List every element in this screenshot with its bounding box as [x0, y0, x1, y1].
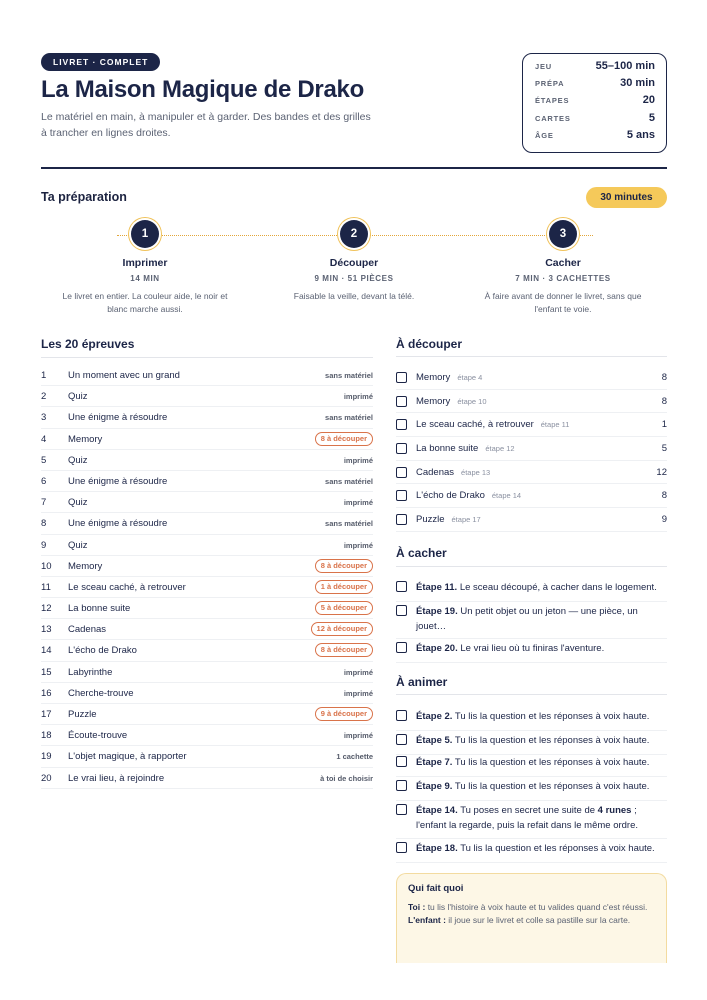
cut-item-step: étape 14 — [491, 491, 522, 501]
task-item — [396, 733, 667, 755]
who-enfant-text: il joue sur le livret et colle sa pastille sur la carte. — [448, 915, 631, 925]
cut-item — [396, 366, 667, 390]
checkbox[interactable] — [396, 756, 407, 767]
stat-value: 5 ans — [626, 128, 655, 141]
material-tag: imprimé — [343, 540, 373, 550]
stat-value: 5 — [648, 111, 655, 124]
epreuve-name: Cadenas — [68, 624, 107, 636]
task-step: Étape 14. — [416, 805, 458, 816]
cut-item-count: 5 — [661, 443, 667, 455]
task-text — [416, 604, 667, 634]
task-item — [396, 803, 667, 839]
checkbox[interactable] — [396, 372, 407, 383]
section-divider — [396, 356, 667, 357]
stat-value: 20 — [642, 94, 655, 107]
cut-item-step: étape 10 — [457, 396, 487, 406]
decouper-list — [396, 366, 667, 532]
epreuve-number: 7 — [41, 497, 47, 509]
step-meta: 9 MIN · 51 PIÈCES — [314, 274, 394, 283]
task-step: Étape 18. — [416, 843, 458, 854]
task-text — [416, 641, 667, 656]
cut-item — [396, 390, 667, 414]
material-tag: 1 cachette — [336, 752, 373, 762]
epreuve-name: Une énigme à résoudre — [68, 518, 168, 530]
epreuve-number: 1 — [41, 370, 47, 381]
task-step: Étape 9. — [416, 781, 453, 792]
checkbox[interactable] — [396, 467, 407, 478]
step-number: 2 — [340, 220, 368, 248]
stat-label: ÉTAPES — [535, 96, 570, 106]
epreuve-name: Une énigme à résoudre — [68, 475, 168, 487]
epreuve-name: Le vrai lieu, à rejoindre — [68, 772, 165, 784]
epreuve-name: Quiz — [68, 454, 88, 466]
material-tag: imprimé — [343, 731, 373, 741]
table-row — [41, 365, 373, 386]
cut-badge: 12 à découper — [311, 622, 373, 636]
epreuve-name: L'écho de Drako — [68, 645, 137, 657]
material-tag: à toi de choisir — [320, 773, 373, 783]
task-item — [396, 641, 667, 663]
cut-item-count: 8 — [661, 490, 667, 502]
task-text — [416, 779, 667, 794]
epreuve-name: La bonne suite — [68, 603, 131, 615]
cut-item-label — [416, 372, 482, 383]
epreuve-number: 14 — [41, 645, 52, 657]
epreuve-number: 9 — [41, 539, 47, 551]
checkbox[interactable] — [396, 443, 407, 454]
material-tag: imprimé — [343, 498, 373, 508]
header-divider — [41, 167, 667, 169]
task-text — [416, 803, 667, 833]
stat-row-etapes — [535, 94, 655, 111]
table-row — [41, 577, 373, 598]
task-step: Étape 11. — [416, 582, 458, 593]
cut-item-label — [416, 396, 487, 407]
task-step: Étape 5. — [416, 735, 453, 746]
step-meta: 7 MIN · 3 CACHETTES — [515, 274, 611, 283]
page-subtitle: Le matériel en main, à manipuler et à garder. Des bandes et des grilles à trancher en lignes droites. — [41, 111, 371, 139]
cut-item-step: étape 4 — [457, 373, 483, 382]
material-tag: sans matériel — [325, 519, 373, 529]
animer-title: À animer — [396, 675, 448, 689]
epreuve-number: 20 — [41, 772, 52, 784]
epreuve-name: Quiz — [68, 391, 88, 403]
cut-item-label — [416, 467, 490, 478]
checkbox[interactable] — [396, 804, 407, 815]
task-item — [396, 580, 667, 602]
prep-duration-badge: 30 minutes — [586, 187, 667, 208]
epreuve-number: 19 — [41, 751, 52, 763]
page — [41, 0, 667, 1000]
table-row — [41, 619, 373, 640]
cut-item — [396, 484, 667, 508]
who-toi — [408, 901, 655, 914]
table-row — [41, 640, 373, 661]
step-name: Imprimer — [122, 257, 168, 269]
table-row — [41, 450, 373, 471]
who-toi-text: tu lis l'histoire à voix haute et tu valides quand c'est réussi. — [427, 902, 648, 912]
epreuve-name: Cherche-trouve — [68, 687, 134, 699]
epreuve-number: 8 — [41, 518, 47, 530]
table-row — [41, 386, 373, 407]
cut-item-name: Memory — [416, 395, 451, 407]
checkbox[interactable] — [396, 642, 407, 653]
step-number: 1 — [131, 220, 159, 248]
task-desc: Tu lis la question et les réponses à voix haute. — [454, 711, 650, 722]
epreuve-name: Quiz — [68, 539, 88, 551]
cut-item-name: Memory — [416, 372, 451, 383]
stat-label: PRÉPA — [535, 79, 565, 89]
task-desc: Tu lis la question et les réponses à voix haute. — [454, 757, 650, 768]
checkbox[interactable] — [396, 581, 407, 592]
cut-item-label — [416, 443, 515, 454]
table-row — [41, 407, 373, 428]
task-desc: Tu poses en secret une suite de — [460, 805, 596, 816]
task-desc: Tu lis la question et les réponses à voix haute. — [454, 735, 650, 746]
cut-badge: 5 à découper — [315, 601, 373, 615]
cut-item — [396, 508, 667, 532]
task-item — [396, 841, 667, 863]
epreuve-name: Memory — [68, 433, 103, 445]
epreuve-number: 6 — [41, 475, 47, 487]
table-row — [41, 471, 373, 492]
material-tag: imprimé — [343, 667, 373, 677]
material-tag: imprimé — [343, 455, 373, 465]
epreuve-name: Le sceau caché, à retrouver — [68, 581, 186, 593]
prep-step-imprimer — [45, 220, 245, 315]
checkbox[interactable] — [396, 734, 407, 745]
epreuve-number: 16 — [41, 687, 52, 699]
epreuve-number: 10 — [41, 560, 52, 572]
cut-item — [396, 437, 667, 461]
checkbox[interactable] — [396, 710, 407, 721]
epreuve-number: 18 — [41, 730, 52, 742]
epreuve-number: 5 — [41, 454, 47, 466]
epreuve-number: 3 — [41, 412, 47, 424]
epreuve-name: L'objet magique, à rapporter — [68, 751, 187, 763]
cut-item-count: 9 — [661, 514, 667, 526]
epreuve-number: 11 — [41, 581, 51, 593]
task-item — [396, 604, 667, 639]
epreuve-number: 13 — [41, 624, 52, 636]
cut-badge: 8 à découper — [315, 643, 373, 657]
task-text — [416, 709, 667, 724]
epreuve-name: Écoute-trouve — [68, 730, 128, 742]
cut-badge: 8 à découper — [315, 559, 373, 573]
step-description: Faisable la veille, devant la télé. — [293, 291, 415, 301]
cut-badge: 9 à découper — [315, 707, 373, 721]
epreuve-number: 2 — [41, 391, 47, 403]
task-step: Étape 2. — [416, 711, 453, 722]
table-row — [41, 704, 373, 725]
cut-item — [396, 461, 667, 485]
stat-value: 30 min — [620, 77, 655, 90]
stat-label: CARTES — [535, 113, 571, 123]
epreuve-name: Une énigme à résoudre — [68, 412, 168, 424]
prep-step-decouper — [254, 220, 454, 303]
cut-item-name: Cadenas — [416, 466, 455, 478]
prep-title: Ta préparation — [41, 190, 127, 204]
task-desc-bold: 4 runes — [597, 805, 632, 816]
epreuve-number: 4 — [41, 433, 47, 445]
cut-item-step: étape 17 — [451, 515, 481, 525]
checkbox[interactable] — [396, 605, 407, 616]
stat-row-cartes — [535, 112, 655, 129]
material-tag: imprimé — [343, 688, 373, 698]
material-tag: sans matériel — [325, 413, 373, 423]
task-desc: Tu lis la question et les réponses à voix haute. — [460, 843, 655, 854]
decouper-title: À découper — [396, 337, 463, 351]
epreuve-number: 12 — [41, 603, 52, 615]
step-meta: 14 MIN — [130, 274, 160, 283]
epreuve-name: Quiz — [68, 497, 88, 509]
stat-value: 55–100 min — [595, 60, 655, 72]
checkbox[interactable] — [396, 419, 407, 430]
cut-item-name: L'écho de Drako — [416, 490, 485, 502]
table-row — [41, 746, 373, 767]
task-desc: Un petit objet ou un jeton — une pièce, un jouet… — [416, 606, 638, 632]
task-text — [416, 755, 667, 770]
cut-item-label — [416, 490, 521, 501]
stats-card — [522, 53, 667, 153]
epreuve-name: Puzzle — [68, 709, 97, 720]
task-desc: Le vrai lieu où tu finiras l'aventure. — [460, 643, 605, 654]
epreuves-title: Les 20 épreuves — [41, 337, 135, 351]
who-toi-label: Toi : — [408, 902, 426, 912]
table-row — [41, 768, 373, 789]
section-divider — [396, 694, 667, 695]
who-enfant-label: L'enfant : — [408, 915, 446, 925]
table-row — [41, 492, 373, 513]
cut-item-count: 12 — [656, 466, 667, 478]
cut-item-step: étape 12 — [485, 444, 515, 454]
step-description: À faire avant de donner le livret, sans que l'enfant te voie. — [484, 291, 642, 314]
section-divider — [41, 357, 373, 358]
task-text — [416, 580, 667, 595]
table-row — [41, 725, 373, 746]
epreuve-name: Labyrinthe — [68, 666, 113, 678]
stat-row-age — [535, 129, 655, 146]
table-row — [41, 535, 373, 556]
step-description: Le livret en entier. La couleur aide, le noir et blanc marche aussi. — [62, 291, 228, 314]
task-step: Étape 19. — [416, 606, 458, 617]
stat-row-prepa — [535, 77, 655, 94]
cut-item-step: étape 11 — [540, 420, 570, 430]
checkbox[interactable] — [396, 780, 407, 791]
step-number: 3 — [549, 220, 577, 248]
cut-item-label — [416, 514, 481, 525]
cut-item-label — [416, 419, 569, 430]
task-item — [396, 709, 667, 731]
epreuve-name: Memory — [68, 560, 103, 572]
cut-item-count: 8 — [661, 372, 667, 383]
task-desc: ; l'enfant la regarde, puis la refait dans le même ordre. — [416, 805, 639, 831]
cacher-title: À cacher — [396, 546, 447, 560]
cut-badge: 1 à découper — [315, 580, 373, 594]
prep-step-cacher — [463, 220, 663, 315]
epreuve-name: Un moment avec un grand — [68, 370, 180, 381]
cut-item-count: 1 — [661, 419, 667, 431]
cut-item-name: Puzzle — [416, 514, 445, 526]
stat-label: ÂGE — [535, 130, 554, 140]
who-enfant — [408, 914, 655, 927]
material-tag: imprimé — [343, 392, 373, 402]
epreuve-number: 17 — [41, 709, 52, 720]
material-tag: sans matériel — [325, 371, 373, 380]
cut-badge: 8 à découper — [315, 432, 373, 446]
task-text — [416, 841, 667, 856]
booklet-badge: LIVRET · COMPLET — [41, 53, 160, 71]
stat-row-jeu — [535, 60, 655, 77]
task-item — [396, 755, 667, 777]
cut-item-name: La bonne suite — [416, 443, 479, 455]
table-row — [41, 513, 373, 534]
step-name: Découper — [329, 257, 379, 269]
table-row — [41, 556, 373, 577]
table-row — [41, 429, 373, 450]
task-desc: Le sceau découpé, à cacher dans le logement. — [459, 582, 657, 593]
page-title: La Maison Magique de Drako — [41, 76, 364, 103]
table-row — [41, 598, 373, 619]
who-does-what-card — [396, 873, 667, 963]
table-row — [41, 683, 373, 704]
section-divider — [396, 566, 667, 567]
material-tag: sans matériel — [325, 476, 373, 486]
cut-item — [396, 413, 667, 437]
checkbox[interactable] — [396, 396, 407, 407]
task-text — [416, 733, 667, 748]
epreuve-number: 15 — [41, 666, 52, 678]
task-desc: Tu lis la question et les réponses à voix haute. — [454, 781, 650, 792]
checkbox[interactable] — [396, 490, 407, 501]
cut-item-name: Le sceau caché, à retrouver — [416, 419, 534, 431]
stat-label: JEU — [535, 62, 552, 71]
table-row — [41, 662, 373, 683]
checkbox[interactable] — [396, 842, 407, 853]
who-title: Qui fait quoi — [408, 883, 464, 894]
cut-item-step: étape 13 — [461, 467, 491, 477]
task-step: Étape 20. — [416, 643, 458, 654]
checkbox[interactable] — [396, 514, 407, 525]
epreuves-list — [41, 365, 373, 789]
cut-item-count: 8 — [661, 395, 667, 407]
task-step: Étape 7. — [416, 757, 453, 768]
task-item — [396, 779, 667, 801]
step-name: Cacher — [545, 257, 581, 269]
